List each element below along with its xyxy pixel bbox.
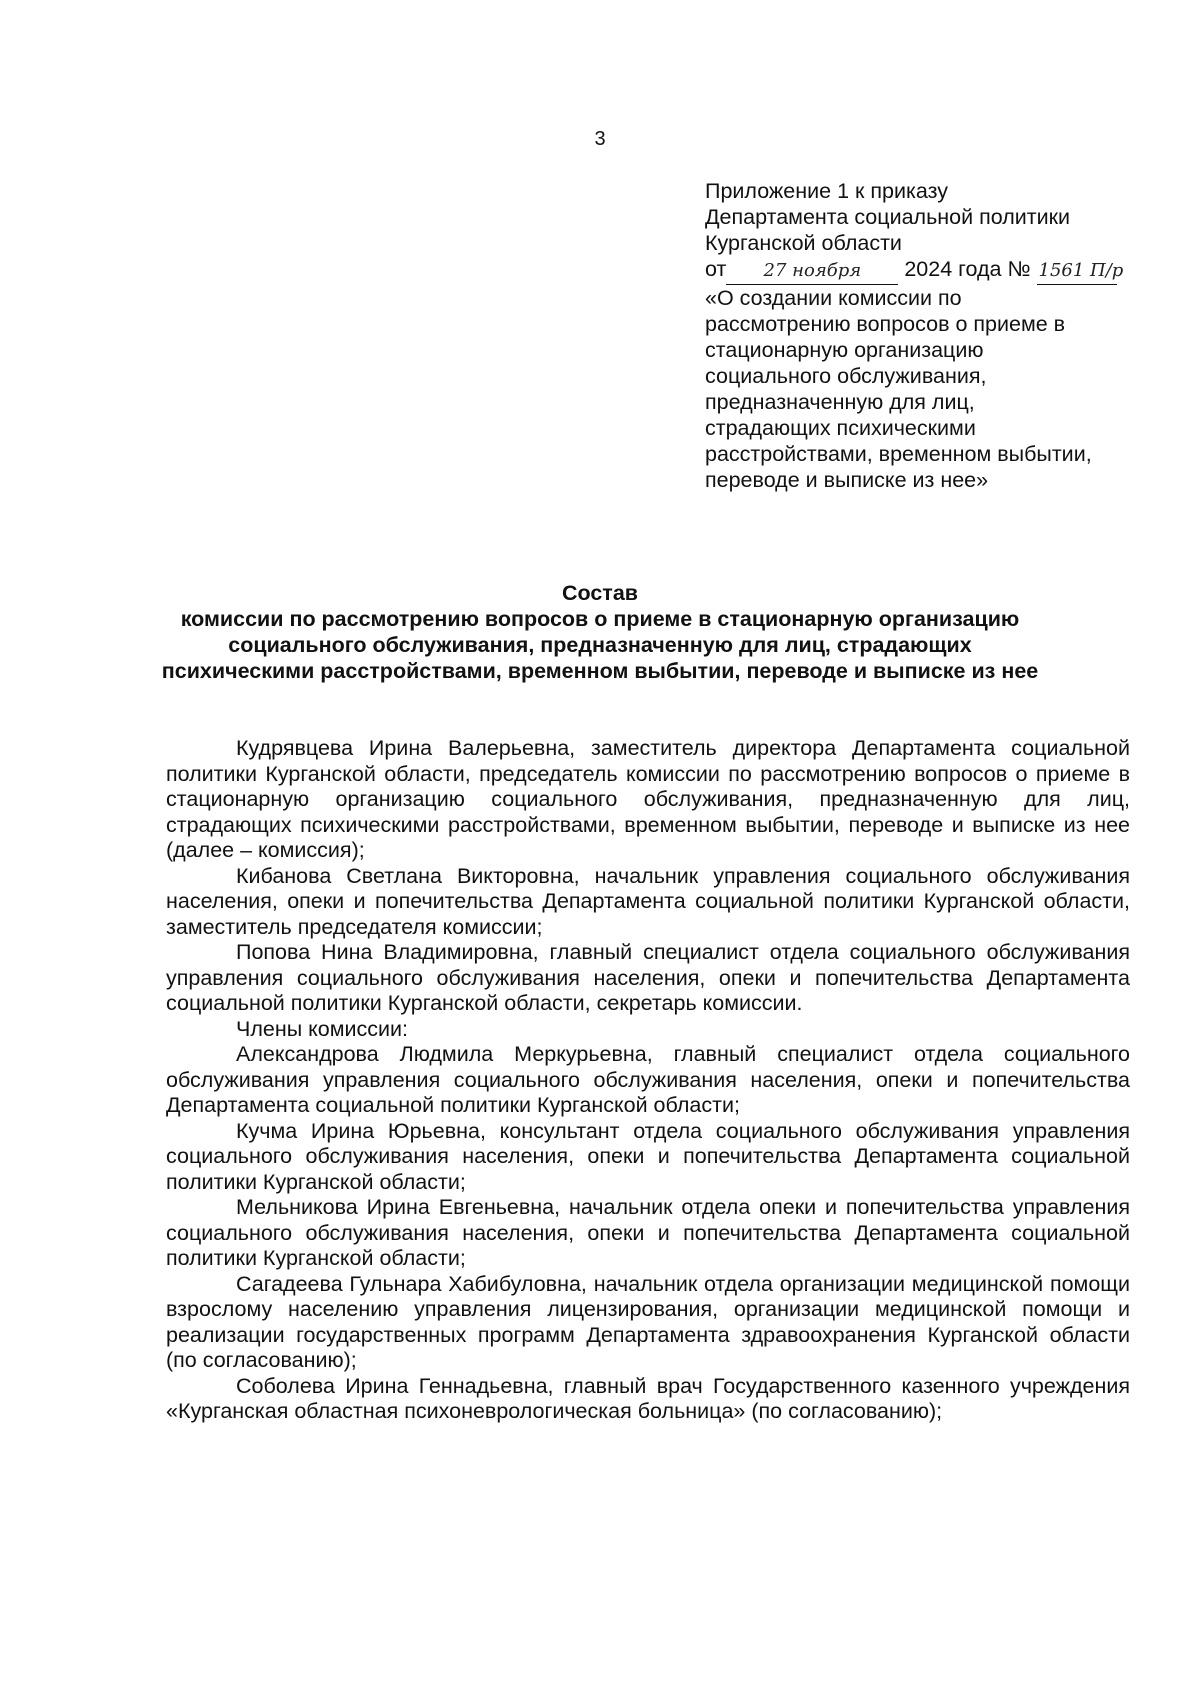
handwritten-order-number: 1561 П/р bbox=[1037, 258, 1117, 285]
member-paragraph: Соболева Ирина Геннадьевна, главный врач Государственного казенного учреждения «Курганская областная психоневрологическая больница» (по согласованию); bbox=[166, 1373, 1130, 1423]
heading-title: Состав bbox=[561, 581, 639, 605]
order-title-line: расстройствами, временном выбытии, bbox=[705, 442, 1092, 466]
order-title-line: «О создании комиссии по bbox=[705, 286, 962, 310]
appendix-block bbox=[705, 178, 1145, 493]
member-paragraph: Мельникова Ирина Евгеньевна, начальник отдела опеки и попечительства управления социального обслуживания населения, опеки и попечительства Департамента социальной политики Курганской области; bbox=[166, 1195, 1130, 1270]
heading-subtitle-line: психическими расстройствами, временном выбытии, переводе и выписке из нее bbox=[161, 659, 1039, 683]
member-paragraph: Александрова Людмила Меркурьевна, главный специалист отдела социального обслуживания управления социального обслуживания населения, опеки и попечительства Департамента социальной политики Курганской области; bbox=[166, 1042, 1130, 1117]
heading-subtitle-line: социального обслуживания, предназначенную для лиц, страдающих bbox=[228, 633, 972, 657]
member-paragraph: Кибанова Светлана Викторовна, начальник управления социального обслуживания населения, опеки и попечительства Департамента социальной политики Курганской области, заместитель председателя комиссии; bbox=[166, 863, 1130, 939]
member-paragraph: Кучма Ирина Юрьевна, консультант отдела социального обслуживания управления социального обслуживания населения, опеки и попечительства Департамента социальной политики Курганской области; bbox=[166, 1118, 1130, 1194]
order-date-line bbox=[705, 256, 1145, 285]
order-year-label: 2024 года № bbox=[904, 257, 1031, 281]
date-prefix: от bbox=[705, 257, 727, 281]
handwritten-date: 27 ноября bbox=[726, 258, 898, 285]
order-title-line: предназначенную для лиц, bbox=[705, 390, 975, 414]
member-paragraph: Сагадеева Гульнара Хабибуловна, начальник отдела организации медицинской помощи взрослому населению управления лицензирования, организации медицинской помощи и реализации государственных программ Департамента здравоохранения Курганской области (по согласованию); bbox=[166, 1271, 1130, 1372]
appendix-line: Департамента социальной политики bbox=[705, 205, 1071, 229]
order-title-line: рассмотрению вопросов о приеме в bbox=[705, 312, 1066, 336]
heading-subtitle-line: комиссии по рассмотрению вопросов о приеме в стационарную организацию bbox=[180, 607, 1020, 631]
order-title-line: страдающих психическими bbox=[705, 416, 976, 440]
appendix-line: Курганской области bbox=[705, 231, 902, 255]
order-title-line: социального обслуживания, bbox=[705, 364, 987, 388]
appendix-line: Приложение 1 к приказу bbox=[705, 179, 948, 203]
member-paragraph: Попова Нина Владимировна, главный специалист отдела социального обслуживания управления социального обслуживания населения, опеки и попечительства Департамента социальной политики Курганской области, секретарь комиссии. bbox=[166, 940, 1130, 1015]
document-body bbox=[166, 736, 1130, 1425]
order-title-line: переводе и выписке из нее» bbox=[705, 468, 989, 492]
page-number: 3 bbox=[594, 128, 606, 150]
member-paragraph: Кудрявцева Ирина Валерьевна, заместитель директора Департамента социальной политики Курганской области, председатель комиссии по рассмотрению вопросов о приеме в стационарную организацию социального обслуживания, предназначенную для лиц, страдающих психическими расстройствами, временном выбытии, переводе и выписке из нее (далее – комиссия); bbox=[166, 736, 1130, 862]
order-title-line: стационарную организацию bbox=[705, 338, 984, 362]
document-heading bbox=[150, 580, 1050, 684]
members-label: Члены комиссии: bbox=[236, 1016, 409, 1041]
